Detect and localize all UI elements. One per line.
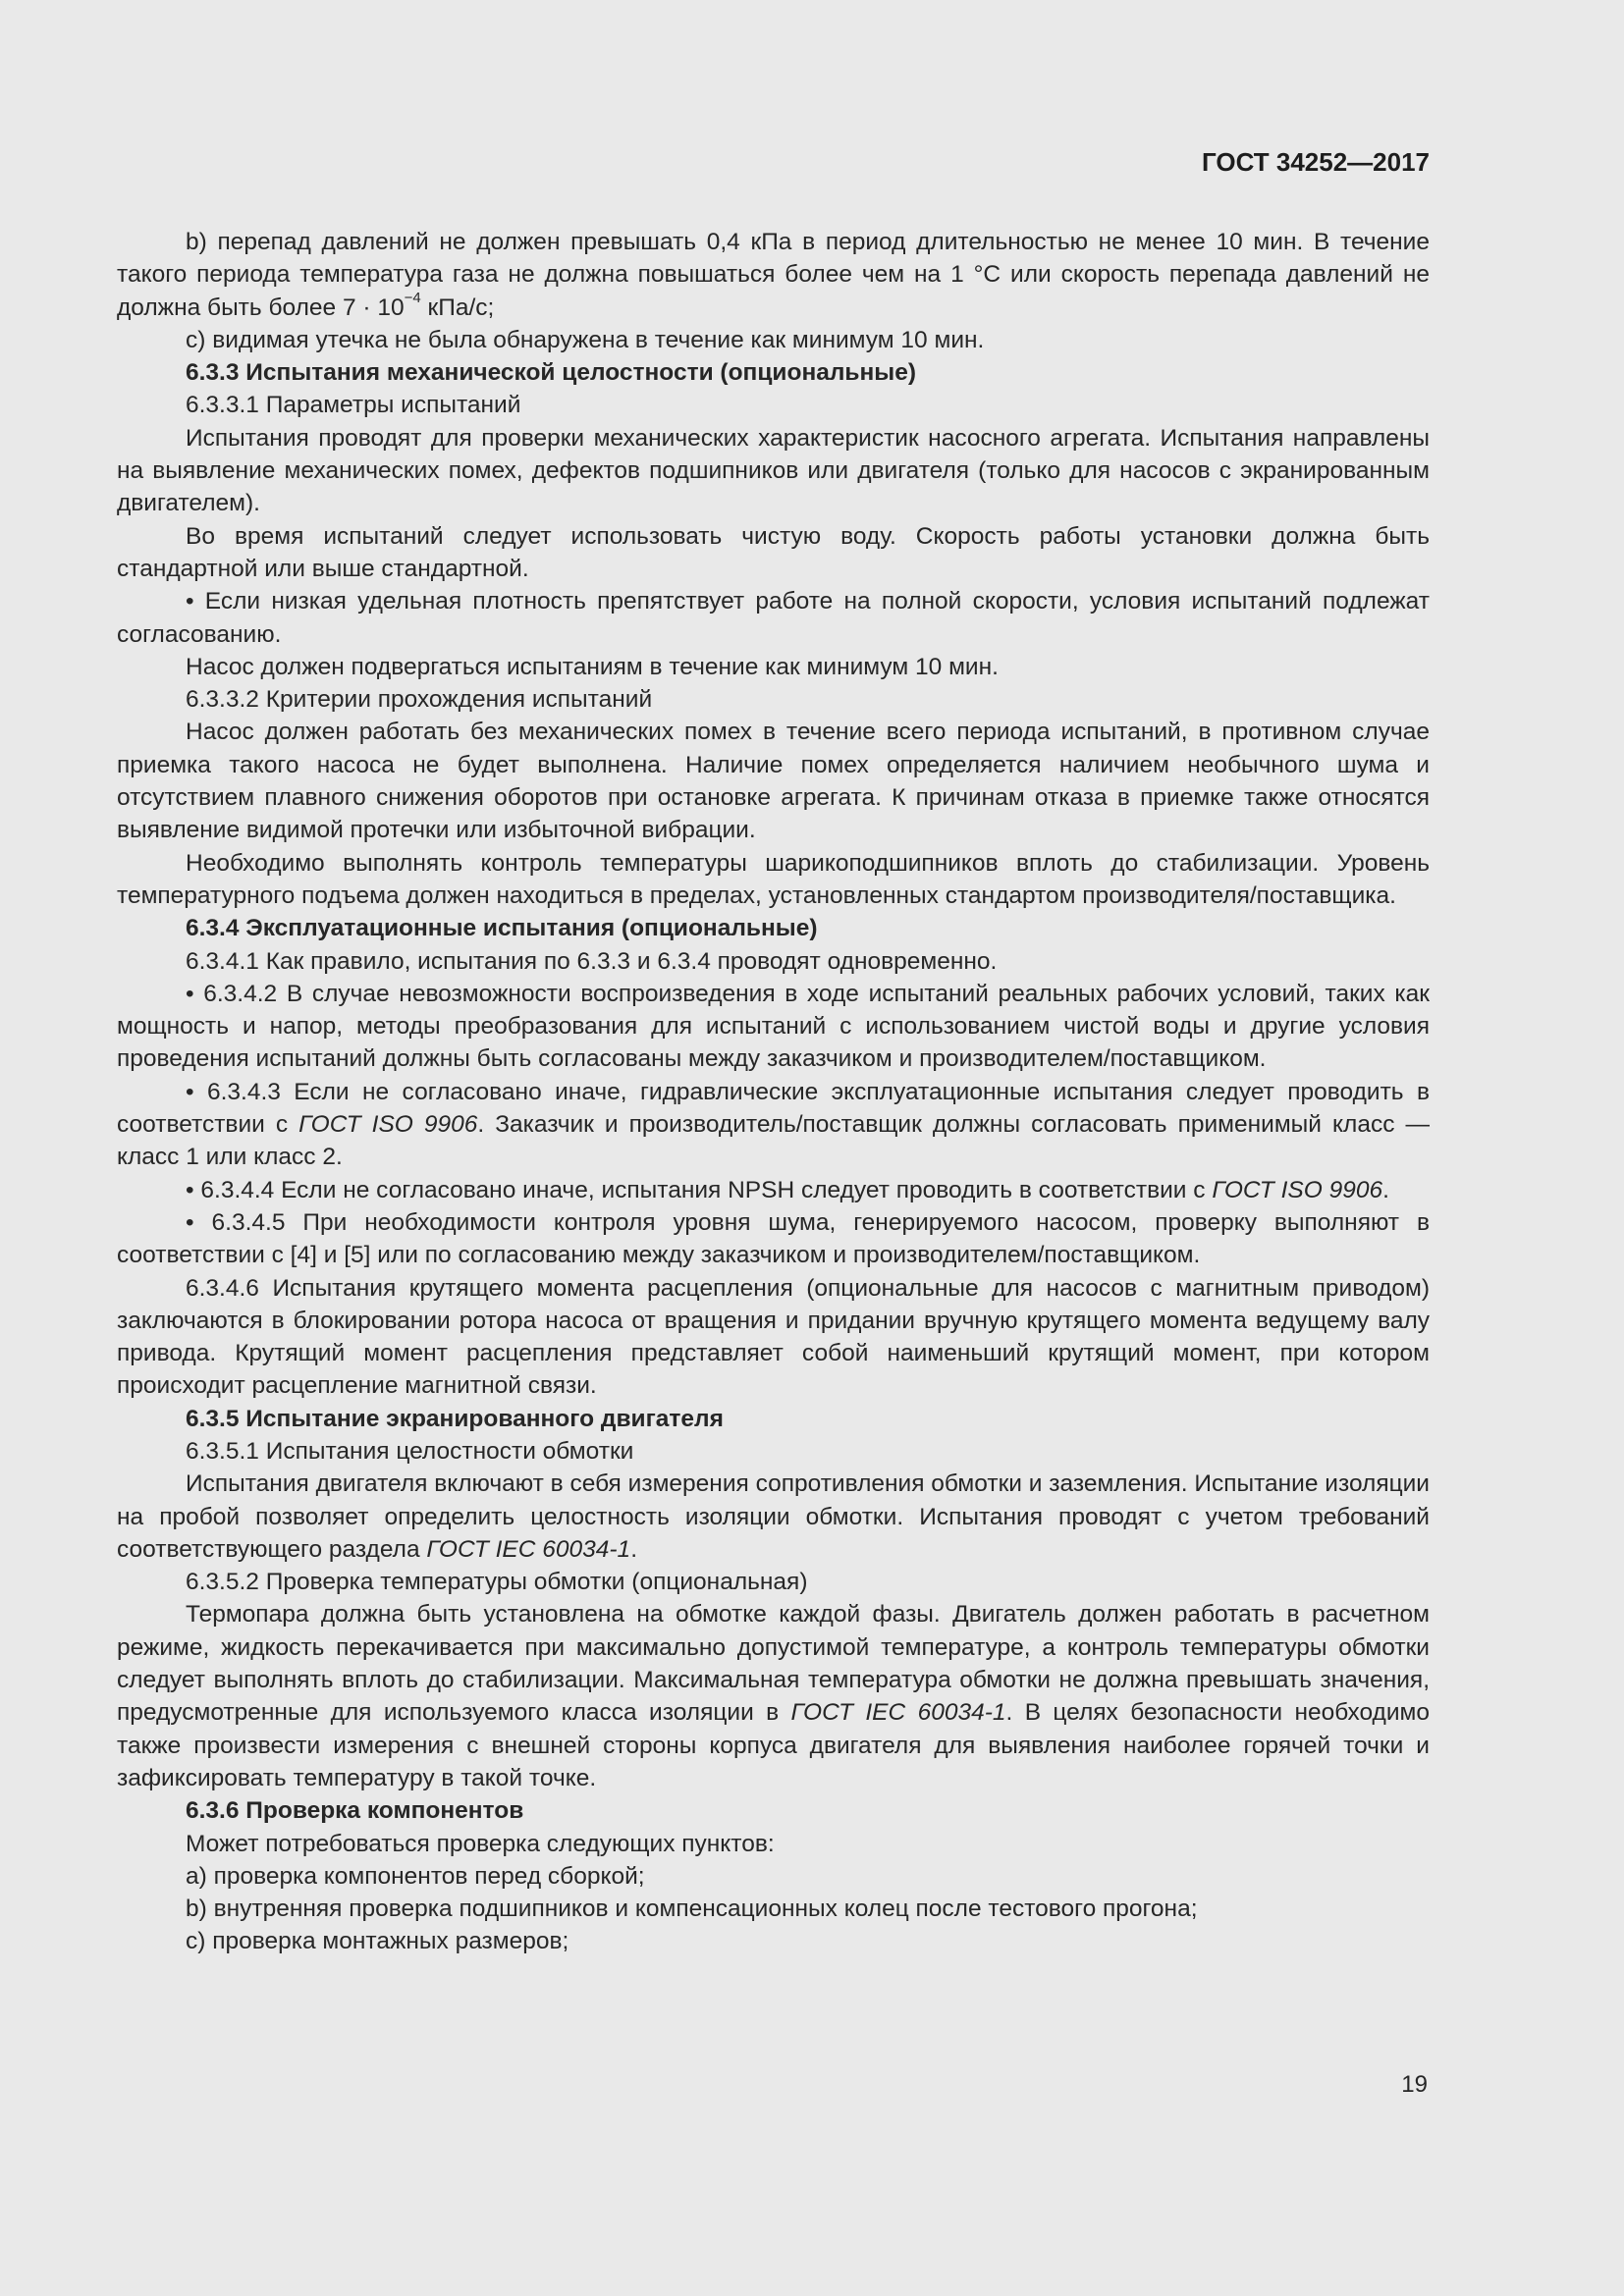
- standard-reference: ГОСТ ISO 9906: [1212, 1176, 1383, 1203]
- section-heading: 6.3.4 Эксплуатационные испытания (опциональные): [186, 915, 818, 942]
- paragraph: • 6.3.4.5 При необходимости контроля уровня шума, генерируемого насосом, проверку выполняют в соответствии с [4] и [5] или по согласованию между заказчиком и производителем/поставщиком.: [117, 1208, 1430, 1269]
- paragraph: a) проверка компонентов перед сборкой;: [186, 1862, 645, 1890]
- paragraph: 6.3.4.1 Как правило, испытания по 6.3.3 и 6.3.4 проводят одновременно.: [186, 947, 998, 975]
- paragraph: b) внутренняя проверка подшипников и компенсационных колец после тестового прогона;: [186, 1896, 1198, 1923]
- paragraph: • 6.3.4.3 Если не согласовано иначе, гидравлические эксплуатационные испытания следует проводить в соответствии с ГОСТ ISO 9906. Заказчик и производитель/поставщик должны согласовать применимый класс — класс 1 или класс 2.: [117, 1078, 1430, 1171]
- paragraph: 6.3.3.1 Параметры испытаний: [186, 392, 521, 419]
- section-heading: 6.3.6 Проверка компонентов: [186, 1797, 524, 1825]
- paragraph: Может потребоваться проверка следующих пунктов:: [186, 1830, 775, 1857]
- paragraph: Насос должен подвергаться испытаниям в течение как минимум 10 мин.: [186, 653, 999, 680]
- standard-reference: ГОСТ IEC 60034-1: [790, 1699, 1006, 1727]
- paragraph: • Если низкая удельная плотность препятствует работе на полной скорости, условия испытаний подлежат согласованию.: [117, 588, 1430, 648]
- standard-reference: ГОСТ IEC 60034-1: [426, 1535, 631, 1563]
- paragraph: c) проверка монтажных размеров;: [186, 1928, 569, 1955]
- page-number: 19: [1401, 2071, 1428, 2098]
- paragraph: Испытания проводят для проверки механических характеристик насосного агрегата. Испытания направлены на выявление механических помех, дефектов подшипников или двигателя (только для насосов с экранированным двигателем).: [117, 424, 1430, 517]
- document-designation: ГОСТ 34252—2017: [1202, 147, 1430, 177]
- paragraph: Необходимо выполнять контроль температуры шарикоподшипников вплоть до стабилизации. Уровень температурного подъема должен находиться в пределах, установленных стандартом производителя/поставщика.: [117, 849, 1430, 909]
- paragraph: c) видимая утечка не была обнаружена в течение как минимум 10 мин.: [186, 326, 985, 353]
- section-heading: 6.3.3 Испытания механической целостности (опциональные): [186, 359, 916, 387]
- paragraph: Термопара должна быть установлена на обмотке каждой фазы. Двигатель должен работать в расчетном режиме, жидкость перекачивается при максимально допустимой температуре, а контроль температуры обмотки следует выполнять вплоть до стабилизации. Максимальная температура обмотки не должна превышать значения, предусмотренные для используемого класса изоляции в ГОСТ IEC 60034-1. В целях безопасности необходимо также произвести измерения с внешней стороны корпуса двигателя для выявления наиболее горячей точки и зафиксировать температуру в такой точке.: [117, 1601, 1430, 1791]
- paragraph: • 6.3.4.2 В случае невозможности воспроизведения в ходе испытаний реальных рабочих условий, таких как мощность и напор, методы преобразования для испытаний с использованием чистой воды и другие условия проведения испытаний должны быть согласованы между заказчиком и производителем/поставщиком.: [117, 980, 1430, 1073]
- paragraph: 6.3.3.2 Критерии прохождения испытаний: [186, 686, 653, 714]
- paragraph: b) перепад давлений не должен превышать 0,4 кПа в период длительностью не менее 10 мин. В течение такого периода температура газа не должна повышаться более чем на 1 °С или скорость перепада давлений не должна быть более $7 \cdot 10^{-4}$ кПа/с;: [117, 229, 1430, 321]
- standard-reference: ГОСТ ISO 9906: [298, 1111, 478, 1139]
- section-heading: 6.3.5 Испытание экранированного двигателя: [186, 1405, 724, 1432]
- paragraph: Насос должен работать без механических помех в течение всего периода испытаний, в противном случае приемка такого насоса не будет выполнена. Наличие помех определяется наличием необычного шума и отсутствием плавного снижения оборотов при остановке агрегата. К причинам отказа в приемке также относятся выявление видимой протечки или избыточной вибрации.: [117, 719, 1430, 844]
- paragraph: Во время испытаний следует использовать чистую воду. Скорость работы установки должна быть стандартной или выше стандартной.: [117, 522, 1430, 582]
- document-body: [117, 226, 1430, 1958]
- paragraph: • 6.3.4.4 Если не согласовано иначе, испытания NPSH следует проводить в соответствии с ГОСТ ISO 9906.: [186, 1176, 1389, 1203]
- paragraph: 6.3.5.1 Испытания целостности обмотки: [186, 1437, 634, 1465]
- paragraph: Испытания двигателя включают в себя измерения сопротивления обмотки и заземления. Испытание изоляции на пробой позволяет определить целостность изоляции обмотки. Испытания проводят с учетом требований соответствующего раздела ГОСТ IEC 60034-1.: [117, 1470, 1430, 1563]
- paragraph: 6.3.5.2 Проверка температуры обмотки (опциональная): [186, 1569, 808, 1596]
- paragraph: 6.3.4.6 Испытания крутящего момента расцепления (опциональные для насосов с магнитным приводом) заключаются в блокировании ротора насоса от вращения и придании вручную крутящего момента ведущему валу привода. Крутящий момент расцепления представляет собой наименьший крутящий момент, при котором происходит расцепление магнитной связи.: [117, 1274, 1430, 1400]
